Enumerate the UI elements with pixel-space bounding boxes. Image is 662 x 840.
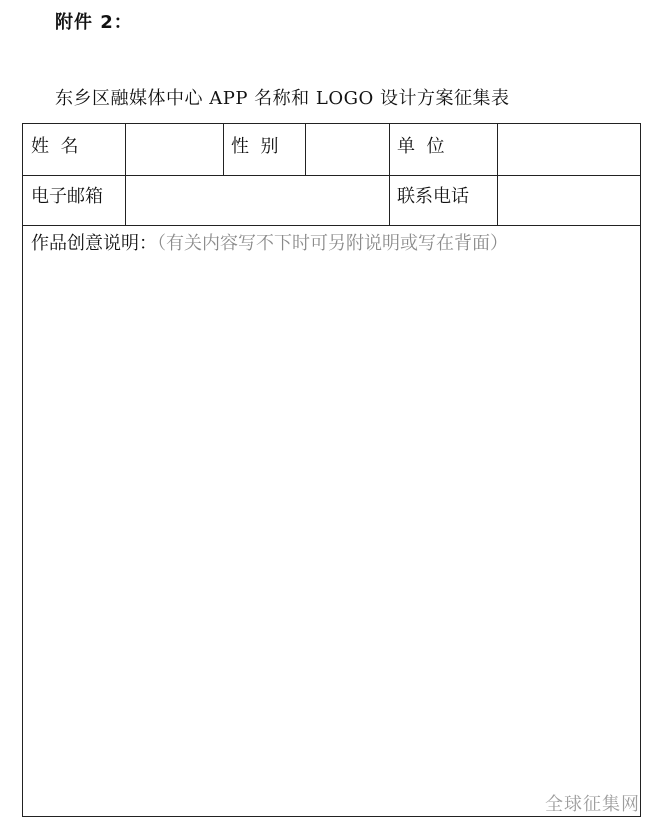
col-divider-name-value — [223, 124, 224, 175]
gender-label: 性 别 — [231, 136, 279, 157]
unit-field[interactable] — [503, 132, 633, 156]
col-divider-unit — [497, 124, 498, 225]
collection-form-table — [22, 123, 641, 817]
creative-description-heading — [31, 229, 508, 255]
name-label: 姓 名 — [31, 136, 79, 157]
unit-label: 单 位 — [397, 136, 445, 157]
attachment-label: 附件 2： — [55, 12, 133, 33]
form-title: 东乡区融媒体中心 APP 名称和 LOGO 设计方案征集表 — [55, 88, 510, 109]
email-label: 电子邮箱 — [31, 186, 103, 207]
row-divider-2 — [23, 225, 640, 226]
phone-label: 联系电话 — [397, 186, 469, 207]
row-divider-1 — [23, 175, 640, 176]
phone-field[interactable] — [503, 182, 633, 206]
creative-description-label: 作品创意说明： — [31, 233, 157, 254]
creative-description-hint: （有关内容写不下时可另附说明或写在背面） — [157, 233, 508, 254]
col-divider-name — [125, 124, 126, 225]
email-field[interactable] — [131, 182, 383, 206]
name-field[interactable] — [131, 132, 217, 156]
gender-field[interactable] — [311, 132, 383, 156]
creative-description-field[interactable] — [29, 256, 634, 810]
site-watermark: 全球征集网 — [545, 794, 640, 815]
col-divider-gender — [305, 124, 306, 175]
col-divider-gender-value — [389, 124, 390, 225]
